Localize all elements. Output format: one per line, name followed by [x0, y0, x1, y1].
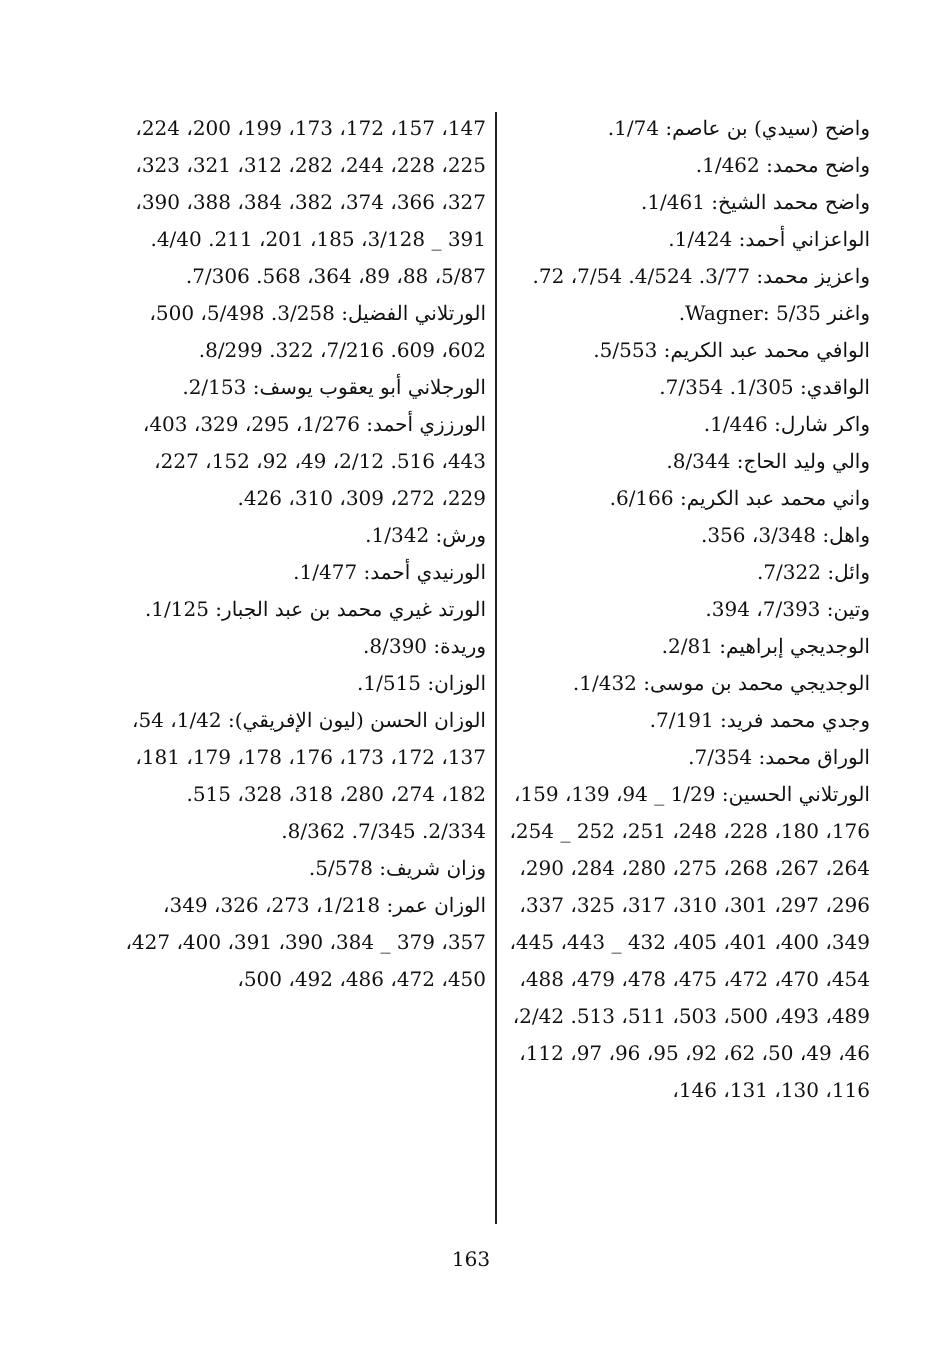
index-entry: واني محمد عبد الكريم: 6/166.	[609, 486, 870, 510]
index-entry: الوزان الحسن (ليون الإفريقي): 1/42، 54، 137، 172، 173، 176، 178، 179، 181، 182، 274، 280، 318، 328، 515. 2/334. 7/345. 8/362.	[131, 708, 486, 843]
index-entry: الورتلاني الحسين: 1/29 _ 94، 139، 159، 176، 180، 228، 248، 251، 252 _ 254، 264، 267، 268، 275، 280، 284، 290، 296، 297، 301، 310، 317، 325، 337، 349، 400، 401، 405، 432 _ 443، 445، 454، 470، 472، 475، 478، 479، 488، 489، 493، 500، 503، 511، 513. 2/42، 46، 49، 50، 62، 92، 95، 96، 97، 112، 116، 130، 131، 146،	[509, 782, 870, 1102]
index-entry: الواقدي: 1/305. 7/354.	[659, 375, 870, 399]
index-column-left	[118, 110, 486, 998]
column-divider	[495, 112, 497, 1224]
index-entry: وجدي محمد فريد: 7/191.	[649, 708, 870, 732]
index-entry: الوافي محمد عبد الكريم: 5/553.	[593, 338, 870, 362]
page-number: 163	[451, 1247, 491, 1271]
index-entry: 147، 157، 172، 173، 199، 200، 224، 225، 228، 244، 282، 312، 321، 323، 327، 366، 374، 382، 384، 388، 390، 391 _ 3/128، 185، 201، 211. 4/40. 5/87، 88، 89، 364، 568. 7/306.	[135, 116, 486, 288]
index-entry: وائل: 7/322.	[756, 560, 870, 584]
index-entry: واضح (سيدي) بن عاصم: 1/74.	[607, 116, 870, 140]
index-entry: الواعزاني أحمد: 1/424.	[668, 227, 870, 251]
index-entry: الوجديجي محمد بن موسى: 1/432.	[572, 671, 870, 695]
index-entry: الورنيدي أحمد: 1/477.	[293, 560, 486, 584]
index-entry: والي وليد الحاج: 8/344.	[666, 449, 870, 473]
index-entry: الوزان: 1/515.	[357, 671, 486, 695]
index-column-right	[508, 110, 870, 1109]
index-entry: واضح محمد: 1/462.	[695, 153, 870, 177]
index-entry: ورش: 1/342.	[365, 523, 486, 547]
index-entry: الوزان عمر: 1/218، 273، 326، 349، 357، 379 _ 384، 390، 391، 400، 427، 450، 472، 486، 492، 500،	[125, 893, 486, 991]
index-entry: واهل: 3/348، 356.	[700, 523, 870, 547]
index-entry: وريدة: 8/390.	[363, 634, 486, 658]
index-entry: واغنر Wagner: 5/35.	[678, 301, 870, 325]
index-entry: وزان شريف: 5/578.	[308, 856, 486, 880]
index-entry: الوراق محمد: 7/354.	[688, 745, 870, 769]
index-entry: واضح محمد الشيخ: 1/461.	[640, 190, 870, 214]
index-entry: الورتد غيري محمد بن عبد الجبار: 1/125.	[144, 597, 486, 621]
index-entry: الورجلاني أبو يعقوب يوسف: 2/153.	[182, 375, 486, 399]
index-entry: الورتلاني الفضيل: 3/258. 5/498، 500، 602، 609. 7/216، 322. 8/299.	[149, 301, 486, 362]
index-entry: الورززي أحمد: 1/276، 295، 329، 403، 443، 516. 2/12، 49، 92، 152، 227، 229، 272، 309، 310، 426.	[142, 412, 486, 510]
index-entry: وتين: 7/393، 394.	[705, 597, 870, 621]
index-entry: واكر شارل: 1/446.	[703, 412, 870, 436]
index-entry: واعزيز محمد: 3/77. 4/524. 7/54، 72.	[532, 264, 870, 288]
index-entry: الوجديجي إبراهيم: 2/81.	[661, 634, 870, 658]
